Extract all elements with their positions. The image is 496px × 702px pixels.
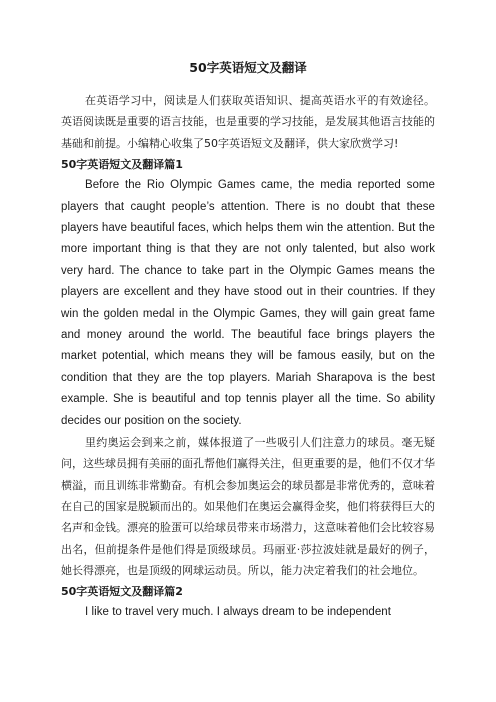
document-page xyxy=(61,58,435,624)
document-title: 50字英语短文及翻译 xyxy=(189,60,307,75)
intro-paragraph: 在英语学习中，阅读是人们获取英语知识、提高英语水平的有效途径。英语阅读既是重要的语言技能，也是重要的学习技能，是发展其他语言技能的基础和前提。小编精心收集了50字英语短文及翻译，供大家欣赏学习! xyxy=(61,94,435,150)
section-heading-2: 50字英语短文及翻译篇2 xyxy=(61,585,183,599)
section-1-english-text: Before the Rio Olympic Games came, the media reported some players that caught people’s attention. There is no doubt that these players have beautiful faces, which helps them win the attention. But the more important thing is that they are not only talented, but also work very hard. The chance to take part in the Olympic Games means the players are excellent and they have stood out in their countries. If they win the golden medal in the Olympic Games, they will gain great fame and money around the world. The beautiful face brings players the market potential, which means they will be famous easily, but on the condition that they are the top players. Mariah Sharapova is the best example. She is beautiful and top tennis player all the time. So ability decides our position on the society. xyxy=(61,179,435,427)
section-heading-1: 50字英语短文及翻译篇1 xyxy=(61,157,183,171)
section-2-english-text: I like to travel very much. I always dream to be independent xyxy=(85,606,391,619)
section-1-chinese-translation: 里约奥运会到来之前，媒体报道了一些吸引人们注意力的球员。毫无疑问，这些球员拥有美丽的面孔帮他们赢得关注，但更重要的是，他们不仅才华横溢，而且训练非常勤奋。有机会参加奥运会的球员都是非常优秀的，意味着在自己的国家是脱颖而出的。如果他们在奥运会赢得金奖，他们将获得巨大的名声和金钱。漂亮的脸蛋可以给球员带来市场潜力，这意味着他们会比较容易出名，但前提条件是他们得是顶级球员。玛丽亚·莎拉波娃就是最好的例子，她长得漂亮，也是顶级的网球运动员。所以，能力决定着我们的社会地位。 xyxy=(61,436,435,577)
